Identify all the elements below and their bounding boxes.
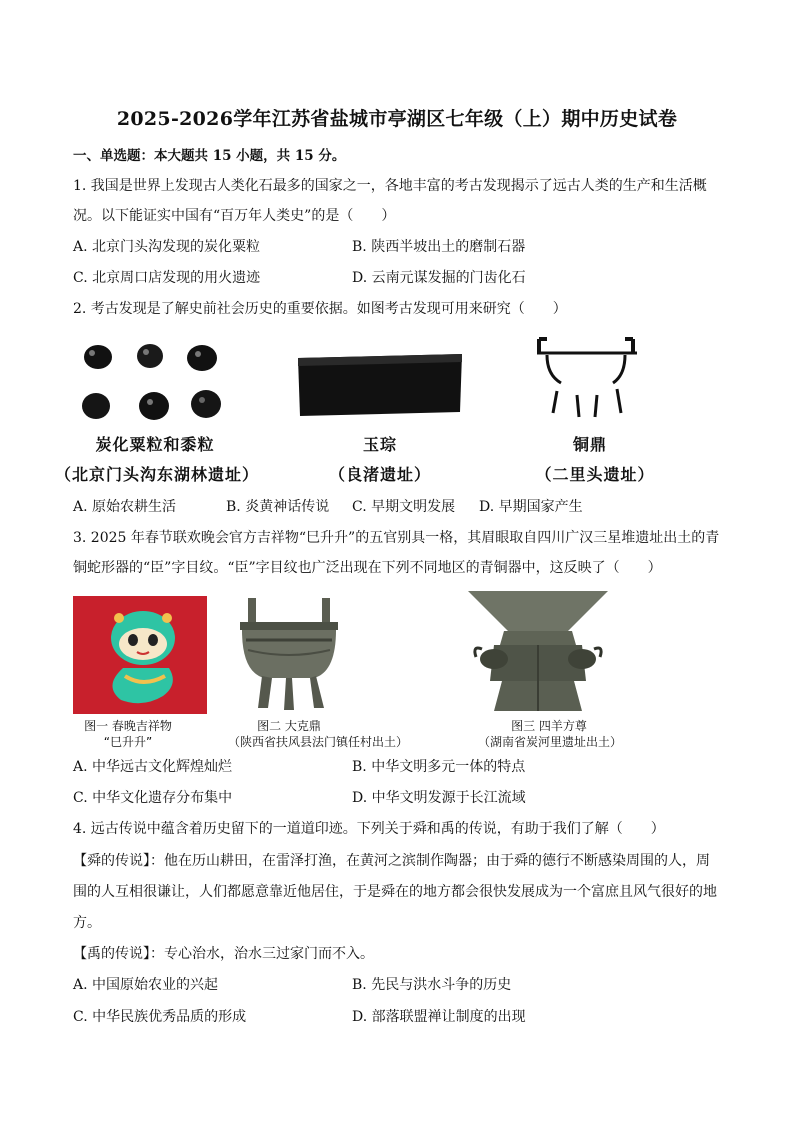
q3-option-b[interactable]: B. 中华文明多元一体的特点 — [352, 759, 526, 775]
q3-option-a[interactable]: A. 中华远古文化辉煌灿烂 — [73, 759, 233, 775]
q2-fig2-name: 玉琮 — [362, 435, 397, 454]
q1-stem-line2: 况。以下能证实中国有“百万年人类史”的是（ ） — [73, 208, 396, 224]
q3-fig1-caption-line1: 图一 春晚吉祥物 — [84, 719, 172, 733]
q4-stem-line1: 4. 远古传说中蕴含着历史留下的一道道印迹。下列关于舜和禹的传说，有助于我们了解（ ） — [73, 821, 665, 837]
q4-option-b[interactable]: B. 先民与洪水斗争的历史 — [352, 977, 512, 993]
q2-fig1-name: 炭化粟粒和黍粒 — [95, 435, 215, 454]
q4-shun-line1: 【舜的传说】：他在历山耕田，在雷泽打渔，在黄河之滨制作陶器；由于舜的德行不断感染周围的人，周 — [73, 853, 710, 869]
q3-fig3-caption-line1: 图三 四羊方尊 — [511, 719, 587, 733]
q1-option-a[interactable]: A. 北京门头沟发现的炭化粟粒 — [73, 239, 261, 255]
q4-option-a[interactable]: A. 中国原始农业的兴起 — [73, 977, 219, 993]
dake-ding-image — [234, 596, 344, 714]
q3-fig1-caption-line2: “巳升升” — [103, 735, 153, 749]
q1-option-c[interactable]: C. 北京周口店发现的用火遗迹 — [73, 270, 261, 286]
jade-cong-image — [294, 352, 466, 418]
q2-option-a[interactable]: A. 原始农耕生活 — [73, 499, 177, 515]
mascot-image — [73, 596, 207, 714]
q4-shun-line3: 方。 — [73, 915, 101, 931]
q3-fig2-caption-line2: （陕西省扶风县法门镇任村出土） — [227, 735, 408, 749]
q1-stem-line1: 1. 我国是世界上发现古人类化石最多的国家之一，各地丰富的考古发现揭示了远古人类的生产和生活概 — [73, 178, 707, 194]
q1-option-d[interactable]: D. 云南元谋发掘的门齿化石 — [352, 270, 526, 286]
q3-stem-line1: 3. 2025 年春节联欢晚会官方吉祥物“巳升升”的五官别具一格，其眉眼取自四川广汉三星堆遗址出土的青 — [73, 530, 720, 546]
q1-option-b[interactable]: B. 陕西半坡出土的磨制石器 — [352, 239, 526, 255]
q3-fig2-caption-line1: 图二 大克鼎 — [257, 719, 321, 733]
q2-fig3-name: 铜鼎 — [572, 435, 607, 454]
q4-option-c[interactable]: C. 中华民族优秀品质的形成 — [73, 1009, 247, 1025]
q3-option-d[interactable]: D. 中华文明发源于长江流域 — [352, 790, 526, 806]
q3-option-c[interactable]: C. 中华文化遗存分布集中 — [73, 790, 233, 806]
q2-stem-line1: 2. 考古发现是了解史前社会历史的重要依据。如图考古发现可用来研究（ ） — [73, 301, 567, 317]
q4-shun-line2: 围的人互相很谦让，人们都愿意靠近他居住，于是舜在的地方都会很快发展成为一个富庶且风气很好的地 — [73, 884, 717, 900]
q4-yu-line1: 【禹的传说】：专心治水，治水三过家门而不入。 — [73, 946, 374, 962]
q2-fig3-site: （二里头遗址） — [535, 465, 655, 484]
q2-fig1-site: （北京门头沟东湖林遗址） — [55, 465, 260, 484]
q2-fig2-site: （良渚遗址） — [328, 465, 431, 484]
carbonized-grains-image — [78, 340, 233, 430]
bronze-ding-image — [533, 335, 643, 427]
q3-stem-line2: 铜蛇形器的“臣”字目纹。“臣”字目纹也广泛出现在下列不同地区的青铜器中，这反映了（ ） — [73, 560, 662, 576]
section-heading: 一、单选题：本大题共 15 小题，共 15 分。 — [73, 148, 346, 164]
q3-fig3-caption-line2: （湖南省炭河里遗址出土） — [477, 735, 622, 749]
exam-title: 2025-2026学年江苏省盐城市亭湖区七年级（上）期中历史试卷 — [116, 108, 678, 130]
q2-option-c[interactable]: C. 早期文明发展 — [352, 499, 456, 515]
q4-option-d[interactable]: D. 部落联盟禅让制度的出现 — [352, 1009, 526, 1025]
q2-option-d[interactable]: D. 早期国家产生 — [479, 499, 583, 515]
four-ram-zun-image — [464, 589, 612, 715]
q2-option-b[interactable]: B. 炎黄神话传说 — [226, 499, 330, 515]
